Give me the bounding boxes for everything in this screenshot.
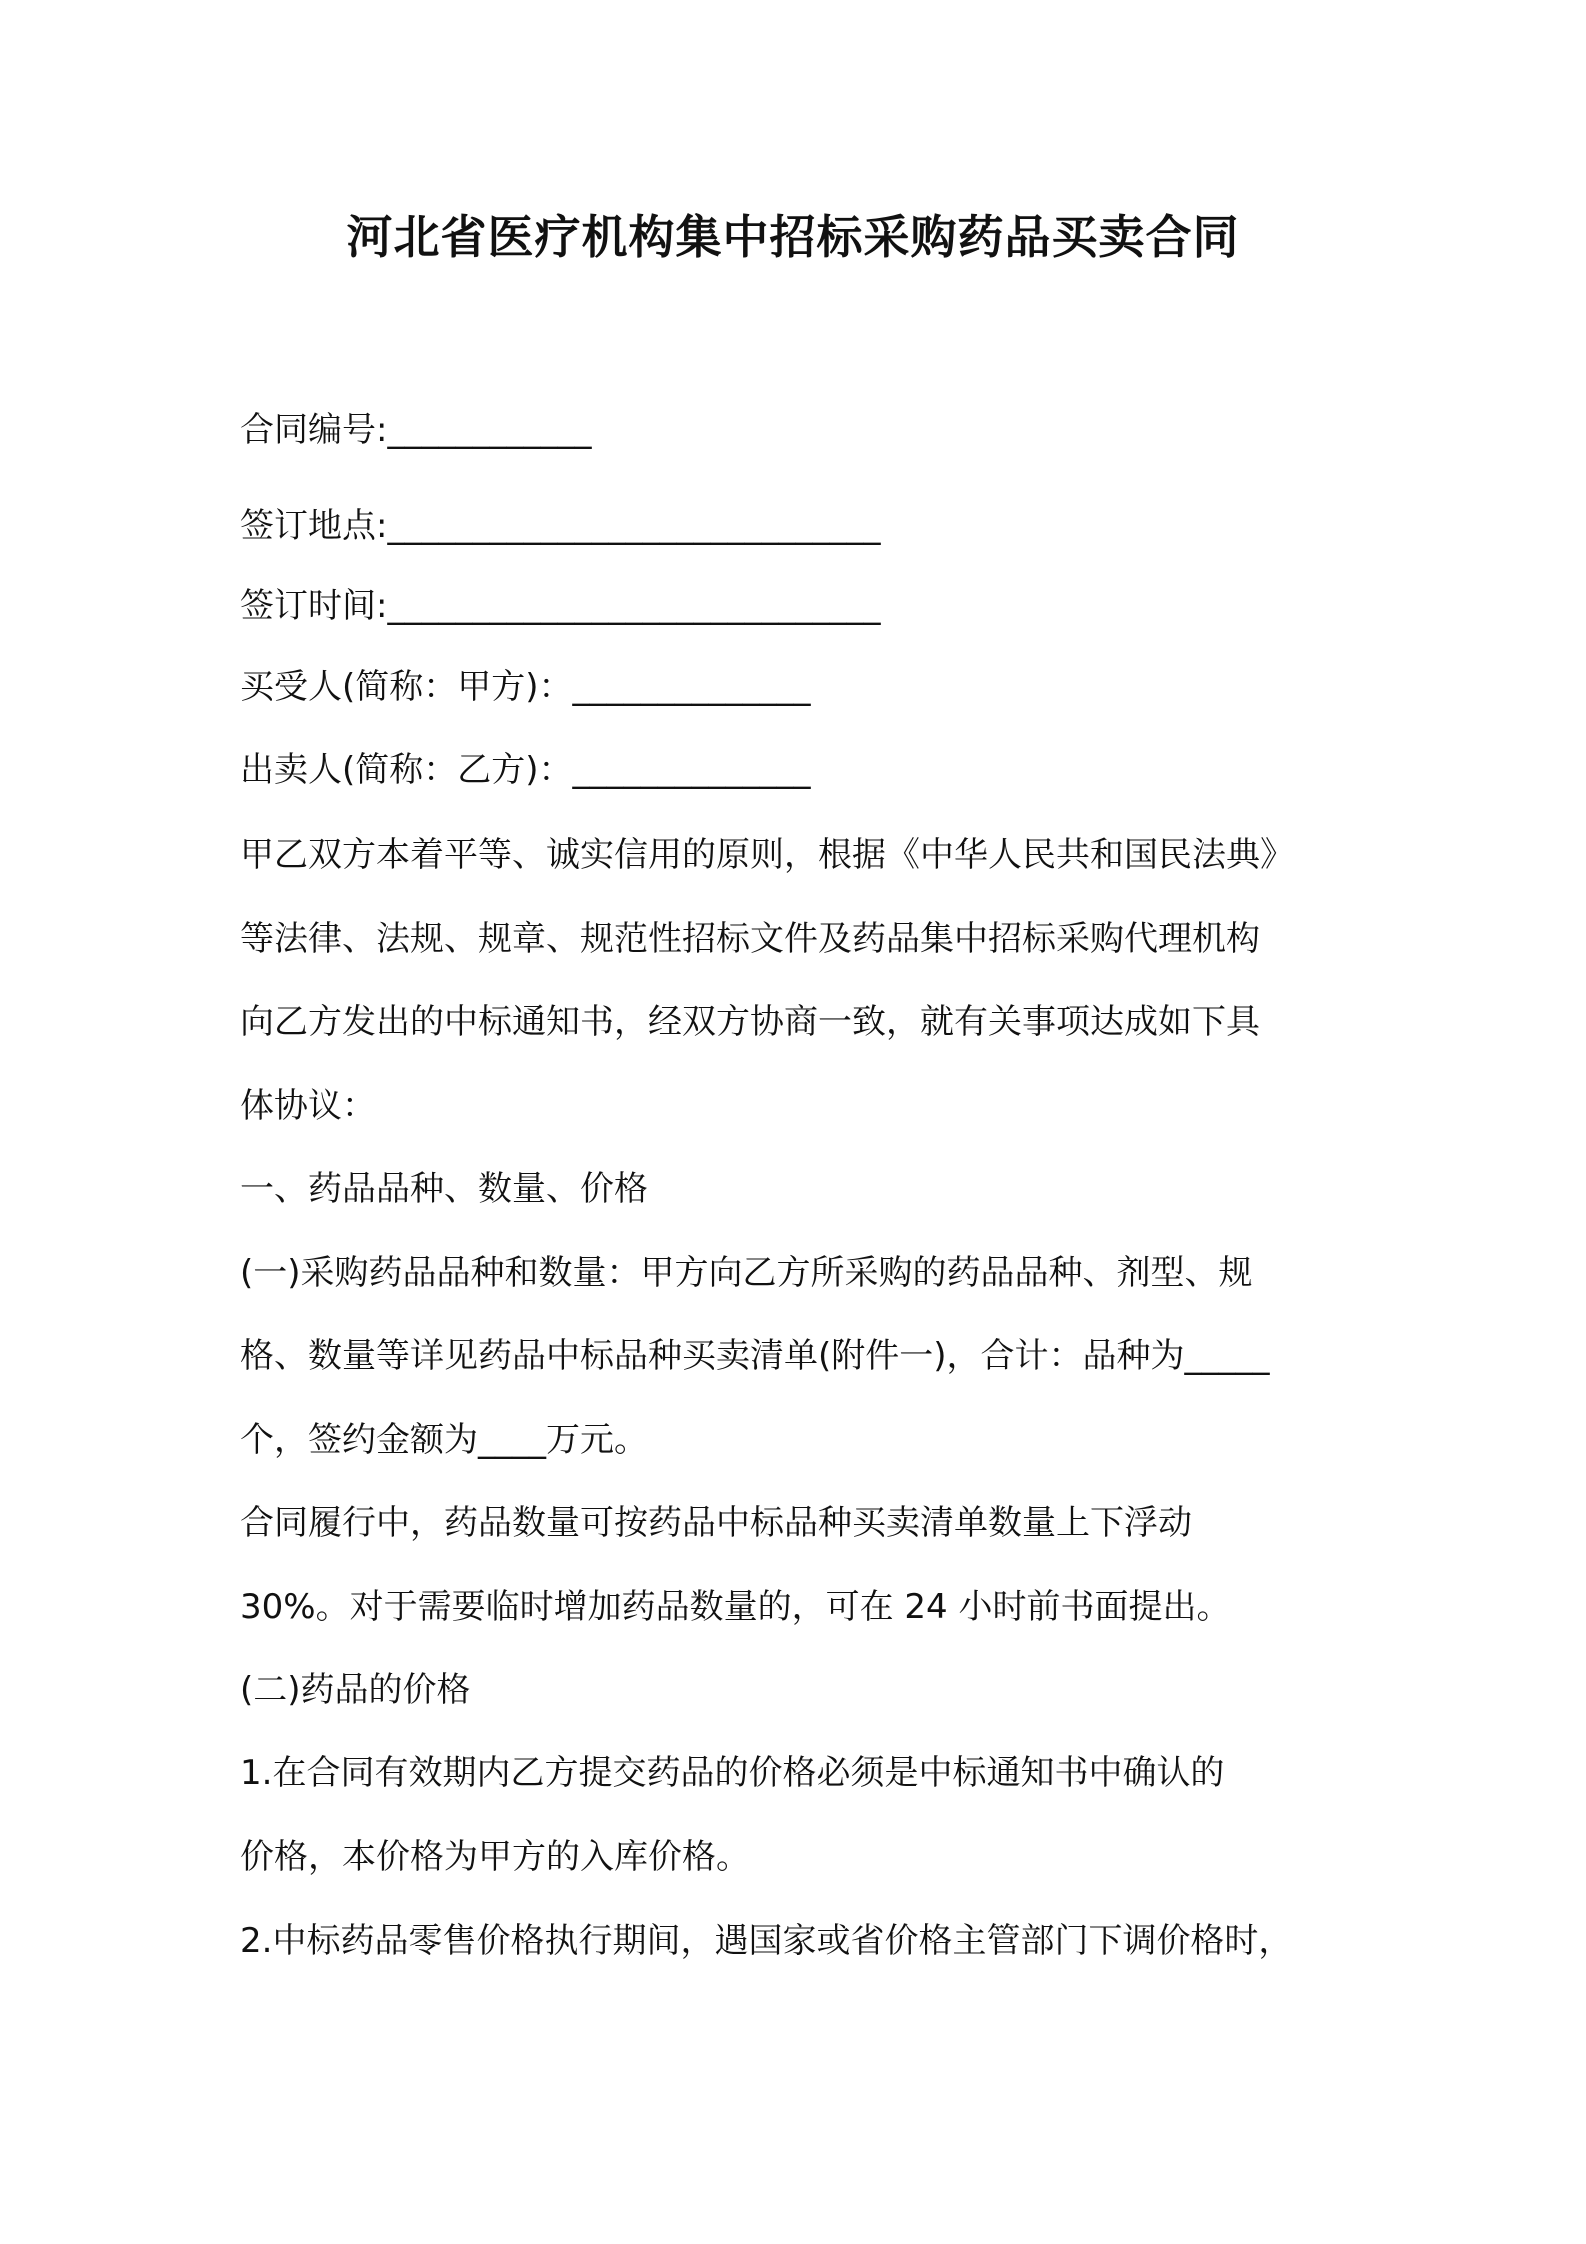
- paragraph-line: 格、数量等详见药品中标品种买卖清单(附件一)，合计：品种为_____: [240, 1336, 1270, 1376]
- paragraph-line: (一)采购药品品种和数量：甲方向乙方所采购的药品品种、剂型、规: [240, 1253, 1253, 1293]
- paragraph-line: 合同履行中，药品数量可按药品中标品种买卖清单数量上下浮动: [240, 1503, 1192, 1543]
- paragraph-line: 30%。对于需要临时增加药品数量的，可在 24 小时前书面提出。: [240, 1587, 1231, 1627]
- signing-place-line: 签订地点:_____________________________: [240, 506, 881, 546]
- section-heading: 一、药品品种、数量、价格: [240, 1169, 648, 1209]
- subsection-heading: (二)药品的价格: [240, 1670, 471, 1710]
- paragraph-line: 价格，本价格为甲方的入库价格。: [240, 1837, 750, 1877]
- document-title: 河北省医疗机构集中招标采购药品买卖合同: [346, 210, 1240, 264]
- paragraph-line: 2.中标药品零售价格执行期间，遇国家或省价格主管部门下调价格时，: [240, 1921, 1293, 1961]
- paragraph-line: 1.在合同有效期内乙方提交药品的价格必须是中标通知书中确认的: [240, 1753, 1225, 1793]
- seller-line: 出卖人(简称：乙方)：______________: [240, 750, 811, 790]
- paragraph-line: 体协议：: [240, 1086, 376, 1126]
- contract-number-line: 合同编号:____________: [240, 410, 592, 450]
- signing-time-line: 签订时间:_____________________________: [240, 586, 881, 626]
- paragraph-line: 个，签约金额为____万元。: [240, 1420, 648, 1460]
- paragraph-line: 甲乙双方本着平等、诚实信用的原则，根据《中华人民共和国民法典》: [240, 835, 1294, 875]
- paragraph-line: 等法律、法规、规章、规范性招标文件及药品集中招标采购代理机构: [240, 919, 1260, 959]
- paragraph-line: 向乙方发出的中标通知书，经双方协商一致，就有关事项达成如下具: [240, 1002, 1260, 1042]
- buyer-line: 买受人(简称：甲方)：______________: [240, 667, 811, 707]
